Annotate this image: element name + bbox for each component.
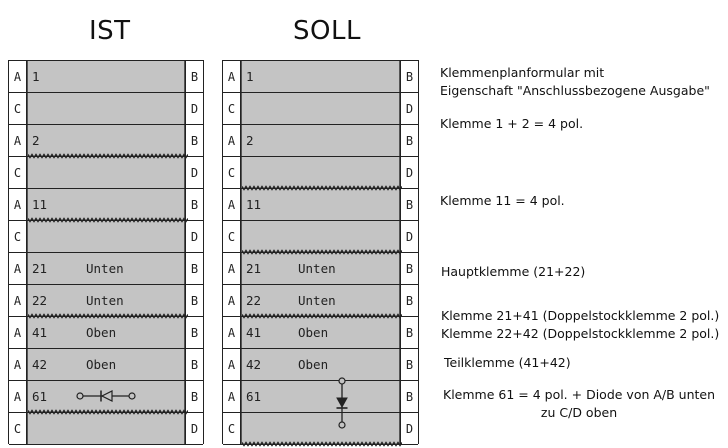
terminal-body bbox=[27, 349, 185, 380]
terminal-level-label: Unten bbox=[86, 261, 124, 276]
terminal-side-left: C bbox=[223, 221, 241, 252]
terminal-number: 11 bbox=[246, 197, 262, 212]
terminal-number: 61 bbox=[246, 389, 262, 404]
terminal-row bbox=[223, 381, 418, 413]
terminal-body bbox=[241, 61, 400, 92]
terminal-row bbox=[9, 61, 203, 93]
soll-heading: SOLL bbox=[293, 16, 361, 46]
terminal-side-left: C bbox=[9, 413, 27, 444]
terminal-body bbox=[27, 157, 185, 188]
terminal-body bbox=[241, 253, 400, 284]
terminal-side-right: D bbox=[185, 93, 203, 124]
terminal-row bbox=[9, 189, 203, 221]
terminal-row bbox=[9, 413, 203, 445]
terminal-body bbox=[241, 413, 400, 444]
bridge-zigzag-icon bbox=[242, 441, 402, 447]
terminal-side-right: B bbox=[185, 285, 203, 316]
terminal-side-right: B bbox=[400, 349, 418, 380]
note-doppel-line2: Klemme 22+42 (Doppelstockklemme 2 pol.) bbox=[441, 326, 720, 341]
terminal-level-label: Oben bbox=[298, 357, 329, 372]
terminal-row bbox=[9, 93, 203, 125]
terminal-body bbox=[241, 157, 400, 188]
terminal-side-right: D bbox=[400, 221, 418, 252]
note-doppelstockklemme bbox=[441, 307, 719, 343]
terminal-side-left: A bbox=[223, 125, 241, 156]
terminal-level-label: Unten bbox=[298, 293, 336, 308]
terminal-side-left: A bbox=[9, 381, 27, 412]
terminal-side-right: B bbox=[185, 189, 203, 220]
terminal-body bbox=[27, 253, 185, 284]
diode-vertical-icon bbox=[334, 377, 350, 429]
note-formular-line1: Klemmenplanformular mit bbox=[440, 65, 605, 80]
terminal-body bbox=[27, 61, 185, 92]
terminal-side-right: D bbox=[400, 413, 418, 444]
terminal-side-left: C bbox=[223, 413, 241, 444]
terminal-row bbox=[223, 253, 418, 285]
terminal-row bbox=[223, 125, 418, 157]
terminal-side-left: A bbox=[223, 285, 241, 316]
terminal-side-left: C bbox=[9, 93, 27, 124]
terminal-side-left: A bbox=[9, 349, 27, 380]
terminal-side-right: B bbox=[185, 381, 203, 412]
diode-horizontal-icon bbox=[76, 389, 136, 403]
terminal-side-left: A bbox=[223, 317, 241, 348]
bridge-zigzag-icon bbox=[242, 249, 402, 255]
terminal-body bbox=[241, 317, 400, 348]
terminal-side-left: A bbox=[223, 349, 241, 380]
terminal-number: 41 bbox=[246, 325, 262, 340]
terminal-side-right: B bbox=[400, 317, 418, 348]
terminal-body bbox=[241, 189, 400, 220]
terminal-level-label: Oben bbox=[86, 357, 117, 372]
terminal-side-right: B bbox=[400, 125, 418, 156]
terminal-side-right: D bbox=[185, 221, 203, 252]
terminal-number: 1 bbox=[246, 69, 254, 84]
note-klemme-1-2: Klemme 1 + 2 = 4 pol. bbox=[440, 116, 584, 131]
terminal-body bbox=[27, 381, 185, 412]
bridge-zigzag-icon bbox=[28, 217, 188, 223]
note-k61-line1: Klemme 61 = 4 pol. + Diode von A/B unten bbox=[443, 387, 716, 402]
terminal-side-right: B bbox=[400, 285, 418, 316]
note-klemme-61 bbox=[443, 386, 715, 422]
terminal-side-right: D bbox=[185, 157, 203, 188]
terminal-body bbox=[27, 221, 185, 252]
terminal-body bbox=[27, 125, 185, 156]
ist-heading: IST bbox=[89, 16, 131, 46]
note-klemme-11: Klemme 11 = 4 pol. bbox=[440, 193, 565, 208]
terminal-row bbox=[223, 221, 418, 253]
terminal-row bbox=[223, 61, 418, 93]
bridge-zigzag-icon bbox=[242, 185, 402, 191]
terminal-side-right: B bbox=[400, 61, 418, 92]
terminal-row bbox=[9, 349, 203, 381]
terminal-number: 61 bbox=[32, 389, 48, 404]
terminal-side-left: A bbox=[223, 381, 241, 412]
terminal-body bbox=[241, 125, 400, 156]
terminal-row bbox=[9, 221, 203, 253]
terminal-side-left: A bbox=[9, 253, 27, 284]
note-hauptklemme: Hauptklemme (21+22) bbox=[441, 264, 586, 279]
terminal-body bbox=[27, 317, 185, 348]
terminal-row bbox=[9, 157, 203, 189]
terminal-body bbox=[241, 381, 400, 412]
terminal-side-right: B bbox=[185, 317, 203, 348]
terminal-side-left: C bbox=[223, 93, 241, 124]
terminal-side-left: A bbox=[9, 61, 27, 92]
terminal-row bbox=[223, 349, 418, 381]
note-k61-line2: zu C/D oben bbox=[540, 405, 618, 420]
terminal-number: 22 bbox=[246, 293, 262, 308]
terminal-side-left: A bbox=[223, 253, 241, 284]
terminal-row bbox=[223, 189, 418, 221]
terminal-number: 41 bbox=[32, 325, 48, 340]
terminal-side-left: C bbox=[9, 157, 27, 188]
terminal-row bbox=[223, 317, 418, 349]
terminal-number: 42 bbox=[246, 357, 262, 372]
terminal-side-left: A bbox=[9, 189, 27, 220]
terminal-level-label: Unten bbox=[298, 261, 336, 276]
terminal-level-label: Unten bbox=[86, 293, 124, 308]
terminal-body bbox=[241, 221, 400, 252]
terminal-number: 22 bbox=[32, 293, 48, 308]
bridge-zigzag-icon bbox=[28, 313, 188, 319]
terminal-row bbox=[9, 125, 203, 157]
terminal-row bbox=[9, 317, 203, 349]
terminal-side-right: D bbox=[185, 413, 203, 444]
terminal-side-left: C bbox=[9, 221, 27, 252]
terminal-side-right: B bbox=[185, 125, 203, 156]
terminal-level-label: Oben bbox=[298, 325, 329, 340]
terminal-body bbox=[27, 285, 185, 316]
terminal-body bbox=[27, 189, 185, 220]
terminal-side-right: D bbox=[400, 157, 418, 188]
terminal-side-left: A bbox=[223, 189, 241, 220]
terminal-strip-ist bbox=[8, 60, 204, 444]
terminal-strip-soll bbox=[222, 60, 419, 444]
note-doppel-line1: Klemme 21+41 (Doppelstockklemme 2 pol.) bbox=[441, 308, 720, 323]
bridge-zigzag-icon bbox=[242, 313, 402, 319]
terminal-body bbox=[241, 285, 400, 316]
terminal-number: 2 bbox=[32, 133, 40, 148]
terminal-number: 2 bbox=[246, 133, 254, 148]
terminal-row bbox=[223, 285, 418, 317]
terminal-side-right: B bbox=[185, 349, 203, 380]
terminal-side-left: A bbox=[223, 61, 241, 92]
terminal-side-right: B bbox=[400, 381, 418, 412]
terminal-side-right: D bbox=[400, 93, 418, 124]
terminal-body bbox=[241, 349, 400, 380]
terminal-row bbox=[223, 413, 418, 445]
terminal-row bbox=[9, 381, 203, 413]
terminal-side-right: B bbox=[185, 253, 203, 284]
terminal-side-right: B bbox=[400, 253, 418, 284]
terminal-level-label: Oben bbox=[86, 325, 117, 340]
terminal-side-left: A bbox=[9, 285, 27, 316]
terminal-side-left: A bbox=[9, 317, 27, 348]
terminal-number: 21 bbox=[246, 261, 262, 276]
terminal-row bbox=[9, 253, 203, 285]
bridge-zigzag-icon bbox=[28, 409, 188, 415]
terminal-number: 21 bbox=[32, 261, 48, 276]
terminal-side-right: B bbox=[185, 61, 203, 92]
terminal-side-left: A bbox=[9, 125, 27, 156]
terminal-number: 11 bbox=[32, 197, 48, 212]
terminal-number: 42 bbox=[32, 357, 48, 372]
note-klemmenplanformular bbox=[440, 64, 710, 100]
terminal-row bbox=[223, 157, 418, 189]
note-formular-line2: Eigenschaft "Anschlussbezogene Ausgabe" bbox=[440, 83, 710, 98]
terminal-row bbox=[223, 93, 418, 125]
bridge-zigzag-icon bbox=[28, 153, 188, 159]
terminal-body bbox=[27, 413, 185, 444]
terminal-side-left: C bbox=[223, 157, 241, 188]
note-teilklemme: Teilklemme (41+42) bbox=[444, 355, 571, 370]
terminal-side-right: B bbox=[400, 189, 418, 220]
terminal-number: 1 bbox=[32, 69, 40, 84]
terminal-body bbox=[27, 93, 185, 124]
terminal-row bbox=[9, 285, 203, 317]
terminal-body bbox=[241, 93, 400, 124]
